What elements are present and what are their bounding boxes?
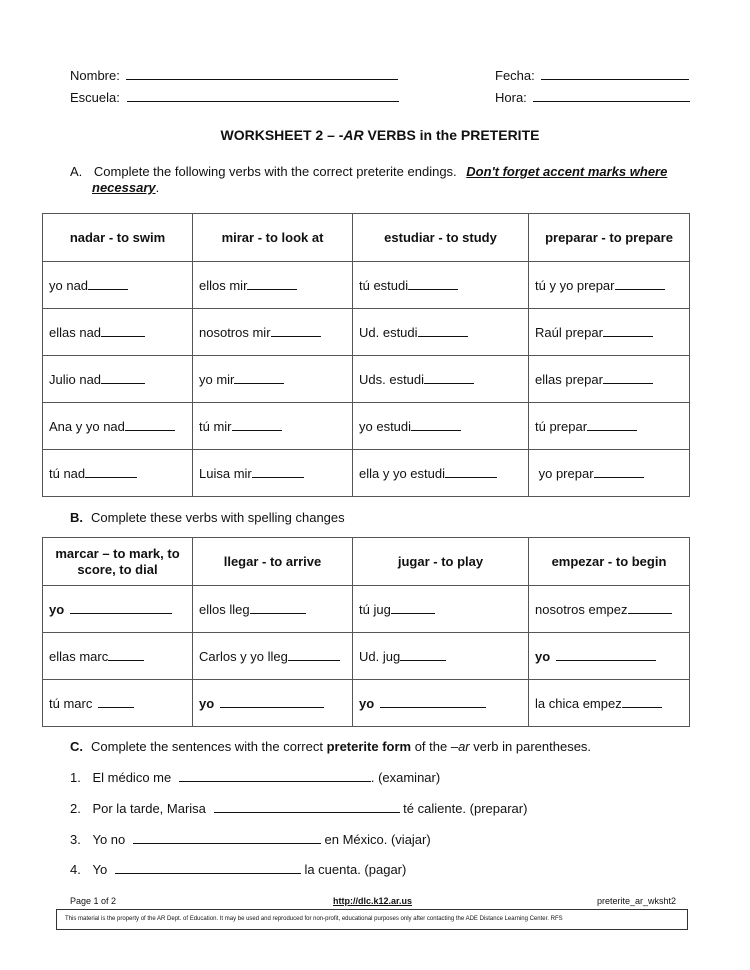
table-row (43, 403, 690, 450)
verb-cell[interactable]: Carlos y yo lleg (193, 633, 353, 680)
verb-cell[interactable]: Ana y yo nad (43, 403, 193, 450)
nombre-blank[interactable] (126, 68, 398, 80)
escuela-blank[interactable] (127, 90, 399, 102)
verb-cell[interactable]: ellas marc (43, 633, 193, 680)
nombre-field[interactable] (70, 68, 398, 83)
verb-cell[interactable]: tú mir (193, 403, 353, 450)
fecha-label: Fecha: (495, 68, 535, 83)
verb-cell[interactable]: yo estudi (353, 403, 529, 450)
verb-cell[interactable]: yo prepar (529, 450, 690, 497)
table-row (43, 586, 690, 633)
verb-cell[interactable]: nosotros mir (193, 309, 353, 356)
verb-cell[interactable]: ellas nad (43, 309, 193, 356)
footer-notice-box (56, 909, 688, 930)
footer-notice: This material is the property of the AR Dept. of Education. It may be used and reproduced for non-profit, educational purposes only after contacting the ADE Distance Learning Center. RFS (65, 916, 563, 922)
table-b-header: jugar - to play (353, 538, 529, 586)
sentence-item-4[interactable]: 4. Yo la cuenta. (pagar) (70, 862, 407, 877)
verb-cell[interactable]: yo nad (43, 262, 193, 309)
table-a-header-row (43, 214, 690, 262)
table-a-header: mirar - to look at (193, 214, 353, 262)
footer-link[interactable]: http://dlc.k12.ar.us (333, 896, 413, 906)
table-row (43, 309, 690, 356)
verb-cell[interactable]: la chica empez (529, 680, 690, 727)
table-b-header-row (43, 538, 690, 586)
sentence-item-3[interactable]: 3. Yo no en México. (viajar) (70, 832, 431, 847)
verb-cell[interactable]: Ud. jug (353, 633, 529, 680)
section-b-instruction: B. Complete these verbs with spelling changes (70, 510, 345, 525)
verb-cell[interactable]: yo mir (193, 356, 353, 403)
table-row (43, 356, 690, 403)
table-b (42, 537, 690, 727)
answer-blank[interactable] (214, 801, 400, 813)
answer-blank[interactable] (133, 832, 321, 844)
fecha-field[interactable] (495, 68, 689, 83)
section-a-instruction-line2: necessary. (92, 180, 160, 195)
table-row (43, 450, 690, 497)
verb-cell[interactable]: Luisa mir (193, 450, 353, 497)
verb-cell[interactable]: ella y yo estudi (353, 450, 529, 497)
table-b-header: llegar - to arrive (193, 538, 353, 586)
answer-blank[interactable] (115, 862, 301, 874)
verb-cell[interactable]: ellos lleg (193, 586, 353, 633)
sentence-item-1[interactable]: 1. El médico me . (examinar) (70, 770, 441, 785)
verb-cell[interactable]: yo (529, 633, 690, 680)
section-a-instruction: A. Complete the following verbs with the correct preterite endings. Don't forget accent marks where (70, 164, 668, 179)
nombre-label: Nombre: (70, 68, 120, 83)
hora-blank[interactable] (533, 90, 690, 102)
escuela-label: Escuela: (70, 90, 120, 105)
footer-code: preterite_ar_wksht2 (597, 896, 677, 906)
verb-cell[interactable]: tú estudi (353, 262, 529, 309)
answer-blank[interactable] (179, 770, 371, 782)
verb-cell[interactable]: Uds. estudi (353, 356, 529, 403)
fecha-blank[interactable] (541, 68, 689, 80)
verb-cell[interactable]: Julio nad (43, 356, 193, 403)
page-number: Page 1 of 2 (70, 896, 117, 906)
verb-cell[interactable]: Raúl prepar (529, 309, 690, 356)
table-a-header: preparar - to prepare (529, 214, 690, 262)
hora-label: Hora: (495, 90, 527, 105)
verb-cell[interactable]: yo (353, 680, 529, 727)
table-a-header: nadar - to swim (43, 214, 193, 262)
verb-cell[interactable]: tú nad (43, 450, 193, 497)
verb-cell[interactable]: tú jug (353, 586, 529, 633)
page-title: WORKSHEET 2 – -AR VERBS in the PRETERITE (220, 127, 540, 143)
table-a-header: estudiar - to study (353, 214, 529, 262)
verb-cell[interactable]: tú y yo prepar (529, 262, 690, 309)
verb-cell[interactable]: tú marc (43, 680, 193, 727)
table-row (43, 262, 690, 309)
table-a (42, 213, 690, 497)
verb-cell[interactable]: ellas prepar (529, 356, 690, 403)
table-row (43, 633, 690, 680)
verb-cell[interactable]: tú prepar (529, 403, 690, 450)
sentence-item-2[interactable]: 2. Por la tarde, Marisa té caliente. (preparar) (70, 801, 528, 816)
table-b-header: empezar - to begin (529, 538, 690, 586)
escuela-field[interactable] (70, 90, 399, 105)
verb-cell[interactable]: yo (43, 586, 193, 633)
verb-cell[interactable]: yo (193, 680, 353, 727)
verb-cell[interactable]: nosotros empez (529, 586, 690, 633)
section-c-instruction: C. Complete the sentences with the correct preterite form of the –ar verb in parentheses. (70, 739, 592, 754)
verb-cell[interactable]: Ud. estudi (353, 309, 529, 356)
table-b-header: marcar – to mark, to score, to dial (43, 538, 193, 586)
hora-field[interactable] (495, 90, 690, 105)
table-row (43, 680, 690, 727)
verb-cell[interactable]: ellos mir (193, 262, 353, 309)
